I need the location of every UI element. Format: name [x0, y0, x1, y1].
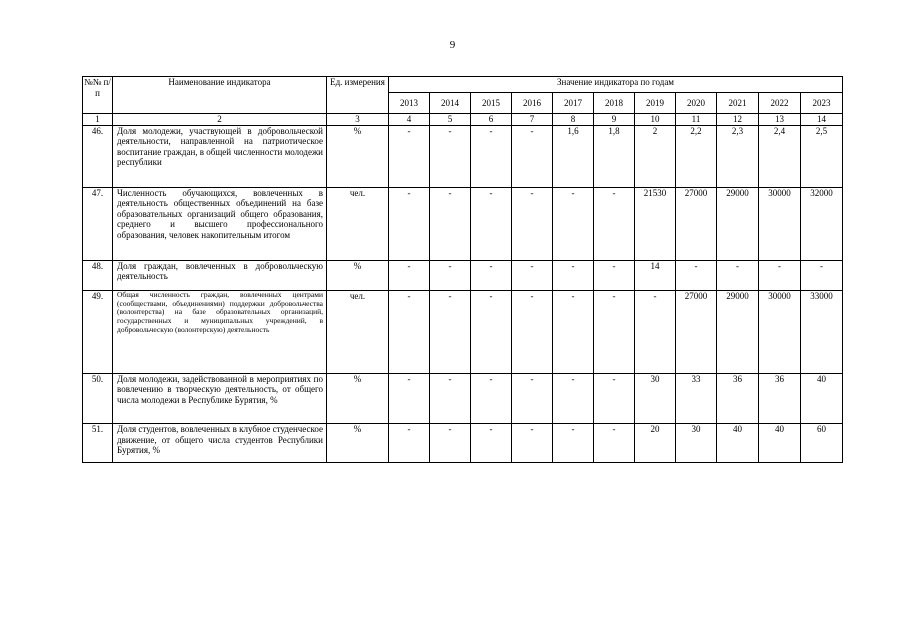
indicator-value: - [389, 187, 430, 260]
indicator-value: 14 [635, 260, 676, 290]
indicator-value: - [553, 373, 594, 424]
table-row [83, 125, 843, 187]
indicator-value: - [471, 260, 512, 290]
indicator-value: 30 [635, 373, 676, 424]
row-number: 51. [83, 424, 113, 463]
indicator-unit: % [327, 125, 389, 187]
indicator-value: - [430, 125, 471, 187]
indicator-value: - [512, 125, 553, 187]
table-row [83, 260, 843, 290]
indicator-name: Общая численность граждан, вовлеченных центрами (сообществами, объединениями) поддержки добровольчества (волонтерства) на базе образовательных организаций, государственных и муниципальных учреждений, в добровольческую (волонтерскую) деятельность [113, 291, 327, 373]
indicator-unit: % [327, 260, 389, 290]
indicator-value: 40 [759, 424, 801, 463]
year-header: 2017 [553, 93, 594, 114]
indicator-value: - [512, 373, 553, 424]
indicator-value: 27000 [676, 187, 717, 260]
indicator-value: - [594, 291, 635, 373]
column-number: 13 [759, 114, 801, 126]
year-header: 2015 [471, 93, 512, 114]
table-row [83, 424, 843, 463]
indicator-value: 30000 [759, 291, 801, 373]
indicator-value: 1,6 [553, 125, 594, 187]
indicator-name: Доля молодежи, задействованной в мероприятиях по вовлечению в творческую деятельность, от общего числа молодежи в Республике Бурятия, % [113, 373, 327, 424]
column-number: 10 [635, 114, 676, 126]
indicator-value: - [430, 260, 471, 290]
column-number: 2 [113, 114, 327, 126]
column-number: 14 [801, 114, 843, 126]
row-number: 49. [83, 291, 113, 373]
indicator-value: 30 [676, 424, 717, 463]
column-number: 8 [553, 114, 594, 126]
indicator-value: 20 [635, 424, 676, 463]
col-header-unit: Ед. измерения [327, 77, 389, 114]
indicator-value: - [430, 424, 471, 463]
indicator-value: - [717, 260, 759, 290]
indicator-value: - [389, 424, 430, 463]
indicator-value: 33000 [801, 291, 843, 373]
indicator-value: 2,4 [759, 125, 801, 187]
indicator-value: - [759, 260, 801, 290]
table-row [83, 187, 843, 260]
column-number: 6 [471, 114, 512, 126]
column-number: 4 [389, 114, 430, 126]
indicator-name: Доля студентов, вовлеченных в клубное студенческое движение, от общего числа студентов Республики Бурятия, % [113, 424, 327, 463]
indicator-unit: % [327, 373, 389, 424]
year-header: 2016 [512, 93, 553, 114]
indicator-value: - [553, 260, 594, 290]
indicator-value: 2,5 [801, 125, 843, 187]
indicator-value: - [512, 187, 553, 260]
year-header: 2019 [635, 93, 676, 114]
col-header-values: Значение индикатора по годам [389, 77, 843, 93]
year-header: 2020 [676, 93, 717, 114]
indicator-value: 2,3 [717, 125, 759, 187]
year-header: 2023 [801, 93, 843, 114]
indicator-value: - [801, 260, 843, 290]
indicator-value: 36 [759, 373, 801, 424]
indicator-value: - [512, 291, 553, 373]
indicator-value: - [430, 291, 471, 373]
indicator-value: - [594, 373, 635, 424]
indicator-value: - [594, 260, 635, 290]
indicator-value: - [553, 187, 594, 260]
indicator-value: - [389, 125, 430, 187]
indicator-value: - [389, 260, 430, 290]
col-header-name: Наименование индикатора [113, 77, 327, 114]
year-header: 2022 [759, 93, 801, 114]
table-row [83, 373, 843, 424]
indicator-value: - [430, 373, 471, 424]
indicator-value: - [430, 187, 471, 260]
row-number: 50. [83, 373, 113, 424]
indicator-value: 32000 [801, 187, 843, 260]
column-number: 5 [430, 114, 471, 126]
column-number: 12 [717, 114, 759, 126]
indicator-unit: % [327, 424, 389, 463]
year-header: 2013 [389, 93, 430, 114]
indicator-value: - [512, 260, 553, 290]
indicator-value: 27000 [676, 291, 717, 373]
indicator-value: 1,8 [594, 125, 635, 187]
indicator-value: 30000 [759, 187, 801, 260]
page-number: 9 [449, 39, 456, 51]
indicator-value: 21530 [635, 187, 676, 260]
indicator-unit: чел. [327, 291, 389, 373]
indicator-value: - [471, 291, 512, 373]
indicator-name: Доля молодежи, участвующей в добровольческой деятельности, направленной на патриотическое воспитание граждан, в общей численности молодежи республики [113, 125, 327, 187]
indicator-value: - [676, 260, 717, 290]
indicator-value: 36 [717, 373, 759, 424]
indicator-value: 2,2 [676, 125, 717, 187]
table-row [83, 291, 843, 373]
indicator-value: 29000 [717, 291, 759, 373]
indicator-value: - [594, 424, 635, 463]
year-header: 2018 [594, 93, 635, 114]
indicator-unit: чел. [327, 187, 389, 260]
column-number: 11 [676, 114, 717, 126]
indicator-value: - [471, 187, 512, 260]
indicator-name: Доля граждан, вовлеченных в добровольческую деятельность [113, 260, 327, 290]
indicator-value: 33 [676, 373, 717, 424]
indicator-value: 40 [717, 424, 759, 463]
indicator-value: 29000 [717, 187, 759, 260]
indicator-name: Численность обучающихся, вовлеченных в деятельность общественных объединений на базе образовательных организаций общего образования, среднего и высшего профессионального образования, человек накопительным итогом [113, 187, 327, 260]
indicator-value: - [389, 291, 430, 373]
indicator-value: - [471, 373, 512, 424]
year-header: 2021 [717, 93, 759, 114]
row-number: 46. [83, 125, 113, 187]
column-number: 9 [594, 114, 635, 126]
indicator-value: - [553, 424, 594, 463]
indicator-value: - [635, 291, 676, 373]
indicator-value: - [512, 424, 553, 463]
indicator-table [82, 76, 843, 463]
indicator-value: 60 [801, 424, 843, 463]
indicator-value: - [471, 125, 512, 187]
column-number: 7 [512, 114, 553, 126]
row-number: 47. [83, 187, 113, 260]
row-number: 48. [83, 260, 113, 290]
indicator-value: 40 [801, 373, 843, 424]
indicator-value: - [471, 424, 512, 463]
column-number: 1 [83, 114, 113, 126]
indicator-value: - [553, 291, 594, 373]
indicator-value: - [594, 187, 635, 260]
year-header: 2014 [430, 93, 471, 114]
indicator-value: 2 [635, 125, 676, 187]
column-number: 3 [327, 114, 389, 126]
indicator-value: - [389, 373, 430, 424]
col-header-number: №№ п/п [83, 77, 113, 114]
